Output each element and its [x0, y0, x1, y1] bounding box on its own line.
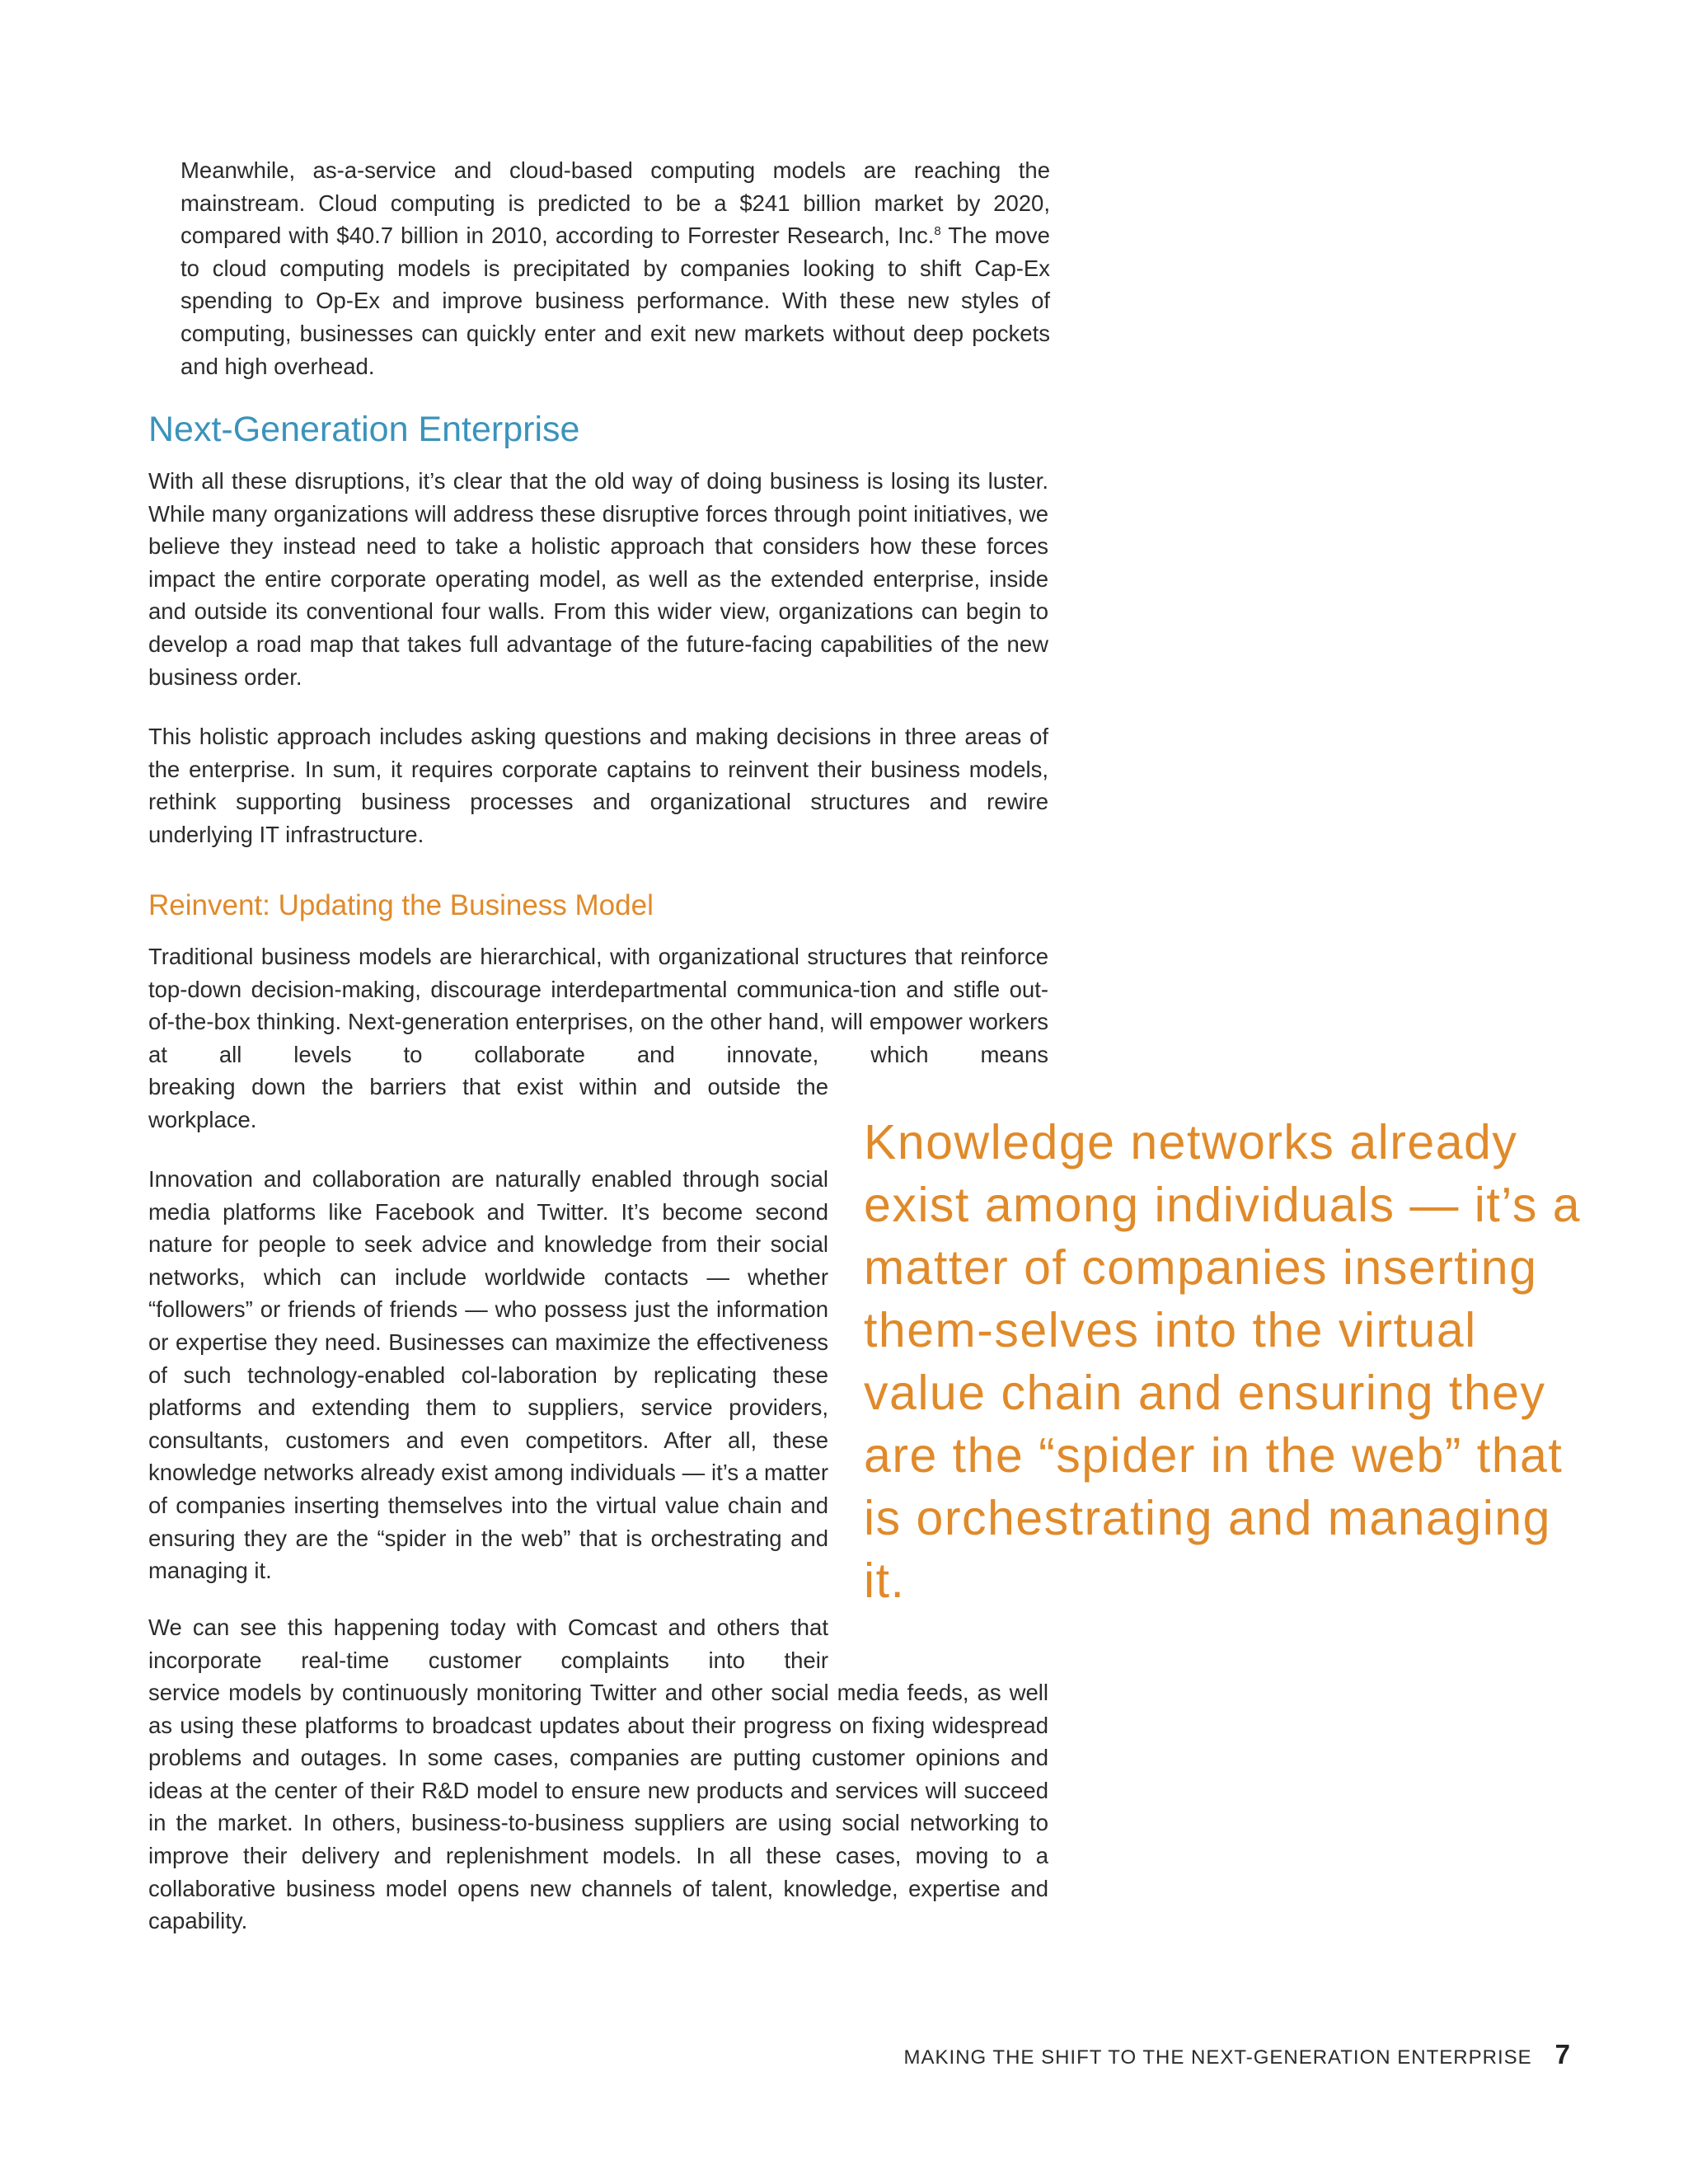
section-heading: Next-Generation Enterprise — [148, 410, 580, 449]
footer-document-title: MAKING THE SHIFT TO THE NEXT-GENERATION ENTERPRISE — [903, 2046, 1532, 2069]
paragraph-traditional-models-cont: breaking down the barriers that exist within and outside the workplace. — [148, 1074, 828, 1132]
paragraph-cloud-computing — [181, 154, 1050, 382]
paragraph-comcast-example-cont: service models by continuously monitoring Twitter and other social media feeds, as well as using these platforms to broadcast updates about their progress on fixing widespread problems and outages. In some cases, companies are putting customer opinions and ideas at the center of their R&D model to ensure new products and services will succeed in the market. In others, business-to-business suppliers are using social networking to improve their delivery and replenishment models. In all these cases, moving to a collaborative business model opens new channels of talent, knowledge, expertise and capability. — [148, 1680, 1048, 1934]
paragraph-innovation-collaboration: Innovation and collaboration are naturally enabled through social media platforms like Facebook and Twitter. It’s become second nature for people to seek advice and knowledge from their social networks, which can include worldwide contacts — whether “followers” or friends of friends — who possess just the information or expertise they need. Businesses can maximize the effectiveness of such technology-enabled col-laboration by replicating these platforms and extending them to suppliers, service providers, consultants, customers and even competitors. After all, these knowledge networks already exist among individuals — it’s a matter of companies inserting themselves into the virtual value chain and ensuring they are the “spider in the web” that is orchestrating and managing it. — [148, 1166, 828, 1584]
page-footer — [824, 2039, 1570, 2070]
paragraph-traditional-models: Traditional business models are hierarchical, with organizational structures that reinforce top-down decision-making, discourage interdepartmental communica-tion and stifle out-of-the-box thinking. Next-generation enterprises, on the other hand, will empower workers at all levels to collaborate and innovate, which means — [148, 944, 1048, 1067]
paragraph-cloud-computing-text: Meanwhile, as-a-service and cloud-based computing models are reaching the mainstream. Cloud computing is predicted to be a $241 billion market by 2020, compared with $40.7 billion in 2010, according to Forrester Research, Inc. — [181, 157, 1050, 249]
paragraph-cloud-computing-text-cont: The move to cloud computing models is precipitated by companies looking to shift Cap-Ex spending to Op-Ex and improve business performance. With these new styles of computing, businesses can quickly enter and exit new markets without deep pockets and high overhead. — [181, 223, 1050, 379]
pull-quote: Knowledge networks already exist among individuals — it’s a matter of companies inserting them-selves into the virtual value chain and ensuring they are the “spider in the web” that is orchestrating and managing it. — [864, 1115, 1582, 1608]
paragraph-comcast-example: We can see this happening today with Comcast and others that incorporate real-time customer complaints into their — [148, 1615, 828, 1673]
page-number: 7 — [1554, 2039, 1570, 2069]
paragraph-holistic-approach: This holistic approach includes asking questions and making decisions in three areas of the enterprise. In sum, it requires corporate captains to reinvent their business models, rethink supporting business processes and organizational structures and rewire underlying IT infrastructure. — [148, 724, 1048, 847]
paragraph-disruptions: With all these disruptions, it’s clear that the old way of doing business is losing its luster. While many organizations will address these disruptive forces through point initiatives, we believe they instead need to take a holistic approach that considers how these forces impact the entire corporate operating model, as well as the extended enterprise, inside and outside its conventional four walls. From this wider view, organizations can begin to develop a road map that takes full advantage of the future-facing capabilities of the new business order. — [148, 468, 1048, 690]
subsection-heading: Reinvent: Updating the Business Model — [148, 889, 654, 921]
footnote-marker: 8 — [934, 224, 941, 239]
